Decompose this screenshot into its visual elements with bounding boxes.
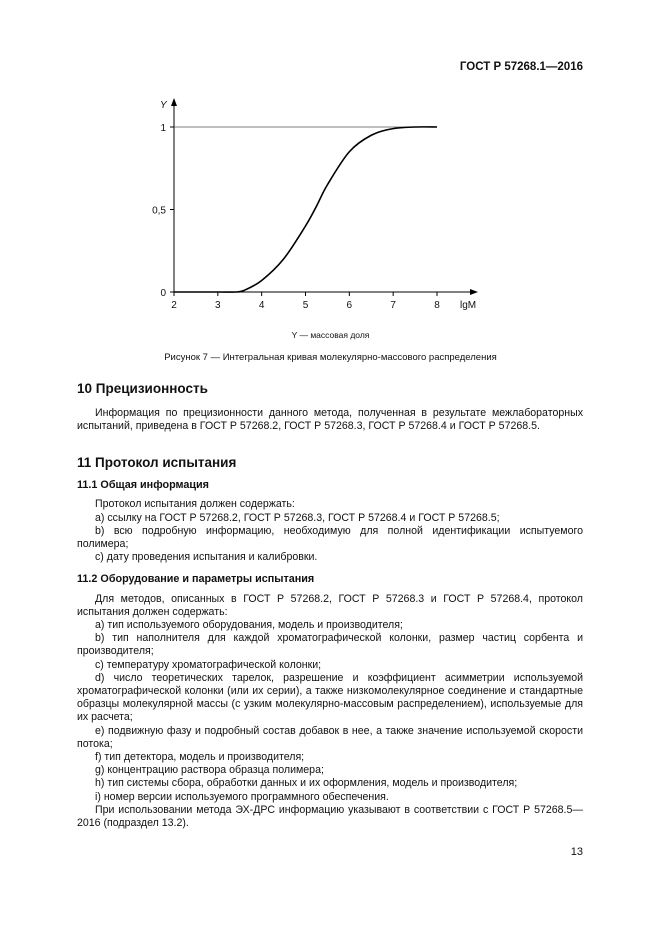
x-tick-label: 7 [390, 300, 396, 311]
figure-7-chart [0, 0, 661, 330]
list-item: d) число теоретических тарелок, разрешение и коэффициент асимметрии используемой хроматографической колонки (или их серии), а также низкомолекулярное соединение и стандартные образцы молекулярной массы (с узким молекулярно-массовым распределением), используемые для их расчета; [77, 671, 583, 724]
section-10-title: 10 Прецизионность [77, 381, 208, 396]
x-axis-arrow-icon [470, 289, 478, 295]
section-11-2-title: 11.2 Оборудование и параметры испытания [77, 573, 315, 586]
y-axis-arrow-icon [171, 98, 177, 106]
list-item: c) дату проведения испытания и калибровки. [95, 551, 318, 564]
section-11 [77, 456, 583, 830]
list-item: f) тип детектора, модель и производителя; [95, 751, 305, 764]
x-tick-label: 4 [258, 300, 265, 311]
section-11-1-title: 11.1 Общая информация [77, 479, 209, 492]
section-11-title: 11 Протокол испытания [77, 455, 237, 470]
list-item: i) номер версии используемого программного обеспечения. [95, 790, 389, 803]
list-item: c) температуру хроматографической колонки; [95, 658, 322, 671]
list-item: a) тип используемого оборудования, модель и производителя; [95, 619, 403, 632]
list-item: b) тип наполнителя для каждой хроматографической колонки, размер частиц сорбента и производителя; [77, 632, 583, 658]
list-item: e) подвижную фазу и подробный состав добавок в нее, а также значение используемой скорости потока; [77, 724, 583, 750]
paragraph: При использовании метода ЭХ-ДРС информацию указывают в соответствии с ГОСТ Р 57268.5—2016 (подраздел 13.2). [77, 803, 583, 830]
section-10-paragraph: Информация по прецизионности данного метода, полученная в результате межлабораторных испытаний, приведена в ГОСТ Р 57268.2, ГОСТ Р 57268.3, ГОСТ Р 57268.4 и ГОСТ Р 57268.5. [77, 407, 583, 433]
list-item: a) ссылку на ГОСТ Р 57268.2, ГОСТ Р 57268.3, ГОСТ Р 57268.4 и ГОСТ Р 57268.5; [95, 511, 500, 524]
figure-caption: Рисунок 7 — Интегральная кривая молекулярно-массового распределения [164, 352, 497, 363]
y-tick-label: 0 [160, 288, 166, 299]
paragraph: Для методов, описанных в ГОСТ Р 57268.2, ГОСТ Р 57268.3 и ГОСТ Р 57268.4, протокол испытания должен содержать: [77, 592, 583, 618]
figure-legend-note: Y — массовая доля [291, 330, 370, 340]
list-item: b) всю подробную информацию, необходимую для полной идентификации испытуемого полимера; [77, 524, 583, 551]
paragraph: Протокол испытания должен содержать: [95, 498, 295, 511]
section-10 [77, 382, 583, 434]
page-number: 13 [570, 846, 583, 858]
x-tick-label: 6 [346, 300, 353, 311]
y-axis-label: Y [160, 100, 167, 111]
x-tick-label: 2 [171, 300, 177, 311]
x-tick-label: 5 [302, 300, 309, 311]
x-axis-label: lgM [460, 300, 477, 311]
document-header-id: ГОСТ Р 57268.1—2016 [459, 61, 583, 73]
y-tick-label: 1 [160, 123, 166, 134]
x-tick-label: 8 [434, 300, 440, 311]
integral-curve-line [174, 127, 437, 292]
list-item: h) тип системы сбора, обработки данных и их оформления, модель и производителя; [95, 777, 518, 790]
list-item: g) концентрацию раствора образца полимера; [95, 764, 324, 777]
x-tick-label: 3 [215, 300, 221, 311]
y-tick-label: 0,5 [152, 205, 166, 217]
